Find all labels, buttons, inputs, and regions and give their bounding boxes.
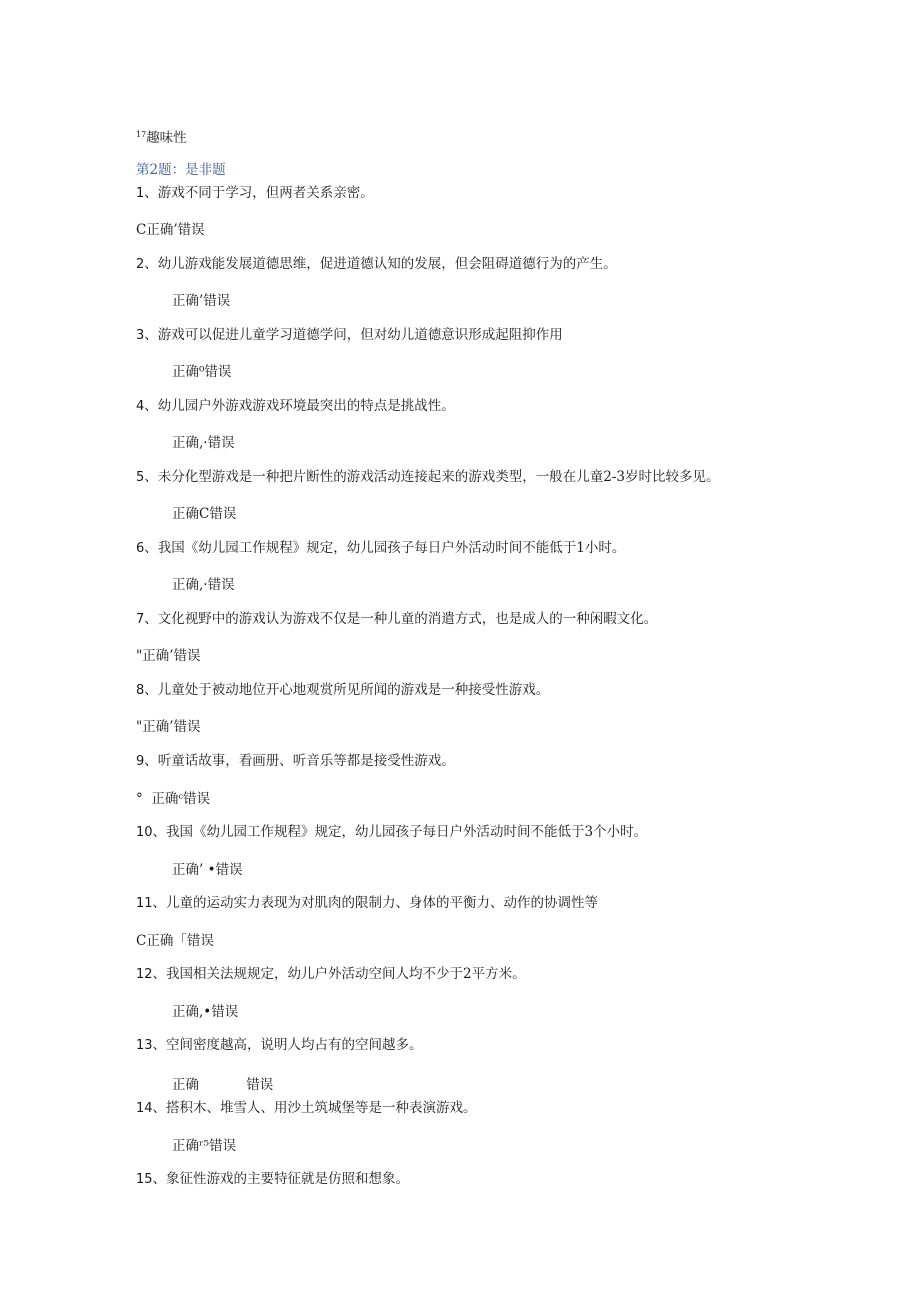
question-text: 、文化视野中的游戏认为游戏不仅是一种儿童的消遣方式，也是成人的一种闲暇文化。 [144,611,658,627]
question-text: 、游戏可以促进儿童学习道德学问，但对幼儿道德意识形成起阻抑作用 [144,327,563,343]
option-text: 趣味性 [146,130,187,146]
question-12-options[interactable]: 正确,•错误 [172,1004,239,1020]
question-3-options[interactable]: 正确⁰错误 [172,364,232,380]
question-6 [136,539,625,558]
question-14-options[interactable]: 正确ʳ⁵错误 [172,1138,237,1154]
question-1-options[interactable]: C正确’错误 [136,222,205,238]
question-9 [136,752,455,771]
option-prefix: 17 [136,130,147,139]
question-number: 14 [136,1101,153,1116]
question-number: 5 [136,470,145,485]
question-text: 、我国相关法规规定，幼儿户外活动空间人均不少于2平方米。 [152,966,526,982]
question-number: 8 [136,683,145,698]
question-6-options[interactable]: 正确,·错误 [172,577,235,593]
question-12 [136,965,526,984]
question-text: 、空间密度越高，说明人均占有的空间越多。 [152,1037,423,1053]
question-text: 、儿童的运动实力表现为对肌肉的限制力、身体的平衡力、动作的协调性等 [152,895,599,911]
question-13-options[interactable]: 正确 错误 [172,1077,274,1093]
question-number: 1 [136,186,145,201]
question-number: 12 [136,967,153,982]
question-9-options[interactable]: ° 正确ᶜ错误 [136,791,211,807]
question-number: 15 [136,1172,153,1187]
question-4 [136,397,455,416]
question-number: 4 [136,399,145,414]
question-4-options[interactable]: 正确,·错误 [172,435,235,451]
question-15 [136,1170,409,1189]
question-number: 13 [136,1038,153,1053]
question-text: 、听童话故事，看画册、听音乐等都是接受性游戏。 [144,753,455,769]
question-number: 7 [136,612,145,627]
question-number: 3 [136,328,145,343]
question-number: 2 [136,257,145,272]
question-number: 10 [136,825,153,840]
section-heading: 第2题：是非题 [136,162,226,178]
prev-question-option [136,126,187,146]
question-7 [136,610,657,629]
question-number: 9 [136,754,145,769]
question-2-options[interactable]: 正确’错误 [172,293,231,309]
question-text: 、幼儿园户外游戏游戏环境最突出的特点是挑战性。 [144,398,455,414]
question-number: 11 [136,896,153,911]
question-7-options[interactable]: "正确’错误 [136,648,201,664]
question-number: 6 [136,541,145,556]
question-text: 、未分化型游戏是一种把片断性的游戏活动连接起来的游戏类型，一般在儿童2-3岁时比较多见。 [144,469,720,485]
question-5 [136,468,720,487]
question-8 [136,681,549,700]
question-text: 、游戏不同于学习，但两者关系亲密。 [144,185,374,201]
question-5-options[interactable]: 正确C错误 [172,506,237,522]
question-10 [136,823,647,842]
question-11-options[interactable]: C正确「错误 [136,933,214,949]
question-8-options[interactable]: "正确’错误 [136,719,201,735]
question-2 [136,255,617,274]
question-text: 、我国《幼儿园工作规程》规定，幼儿园孩子每日户外活动时间不能低于3个小时。 [152,824,648,840]
question-11 [136,894,598,913]
question-text: 、儿童处于被动地位开心地观赏所见所闻的游戏是一种接受性游戏。 [144,682,550,698]
question-3 [136,326,563,345]
question-text: 、象征性游戏的主要特征就是仿照和想象。 [152,1171,410,1187]
question-14 [136,1099,477,1118]
question-text: 、幼儿游戏能发展道德思维，促进道德认知的发展，但会阻碍道德行为的产生。 [144,256,617,272]
question-text: 、我国《幼儿园工作规程》规定，幼儿园孩子每日户外活动时间不能低于1小时。 [144,540,626,556]
question-13 [136,1036,423,1055]
question-1 [136,184,374,203]
question-10-options[interactable]: 正确’ •错误 [172,862,243,878]
question-text: 、搭积木、堆雪人、用沙土筑城堡等是一种表演游戏。 [152,1100,477,1116]
